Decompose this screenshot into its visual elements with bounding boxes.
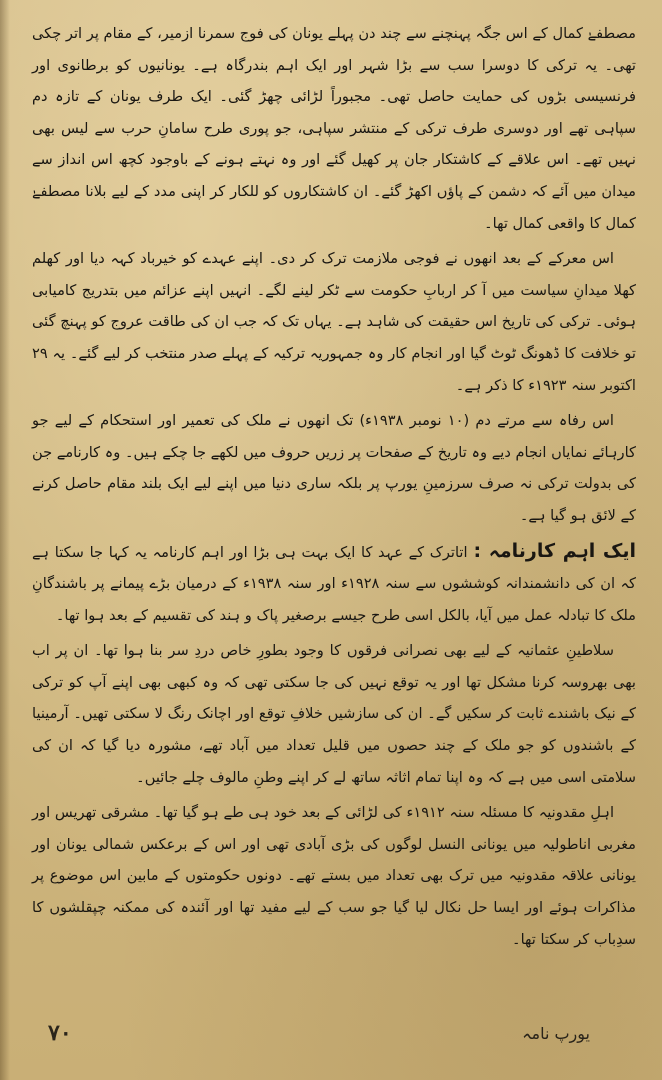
- paragraph: اس رفاہ سے مرتے دم (۱۰ نومبر ۱۹۳۸ء) تک انھوں نے ملک کی تعمیر اور استحکام کے لیے جو کارہائے نمایاں انجام دیے وہ تاریخ کے صفحات پر زریں حروف میں لکھے جا چکے ہیں۔ وہ کارنامے جن کی بدولت ترکی نہ صرف سرزمینِ یورپ پر بلکہ ساری دنیا میں اپنے لیے ایک بلند مقام حاصل کرنے کے لائق ہو گیا ہے۔: [32, 412, 636, 524]
- paragraph-with-heading: ایک اہم کارنامہ :اتاترک کے عہد کا ایک بہت ہی بڑا اور اہم کارنامہ یہ کہا جا سکتا ہے کہ ان کی دانشمندانہ کوششوں سے سنہ ۱۹۲۸ء اور سنہ ۱۹۳۸ء کے درمیان بڑے پیمانے پر باشندگانِ ملک کا تبادلہ عمل میں آیا، بالکل اسی طرح جیسے برصغیر پاک و ہند کی تقسیم کے بعد ہوا تھا۔: [32, 539, 637, 624]
- paragraph: مصطفےٰ کمال کے اس جگہ پہنچنے سے چند دن پہلے یونان کی فوج سمرنا ازمیر، کے مقام پر اتر چکی تھی۔ یہ ترکی کا دوسرا سب سے بڑا شہر اور ایک اہم بندرگاہ ہے۔ یونانیوں کو برطانوی اور فرنسیسی بڑوں کی حمایت حاصل تھی۔ مجبوراً لڑائی چھڑ گئی۔ ایک طرف یونان کے تازہ دم سپاہی تھے اور دوسری طرف ترکی کے منتشر سپاہی، جو پوری طرح سامانِ حرب سے لیس بھی نہیں تھے۔ اس علاقے کے کاشتکار جان پر کھیل گئے اور وہ نہتے ہونے کے باوجود کچھ اس انداز سے میدان میں آئے کہ دشمن کے پاؤں اکھڑ گئے۔ ان کاشتکاروں کو للکار کر اپنی مدد کے لیے بلانا مصطفےٰ کمال کا واقعی کمال تھا۔: [32, 25, 636, 232]
- section-heading: ایک اہم کارنامہ :: [473, 539, 636, 562]
- running-title: یورپ نامہ: [522, 1023, 590, 1043]
- paragraph: اہلِ مقدونیہ کا مسئلہ سنہ ۱۹۱۲ء کی لڑائی کے بعد خود ہی طے ہو گیا تھا۔ مشرقی تھریس اور مغربی اناطولیہ میں یونانی النسل لوگوں کی بڑی آبادی تھی اور اس کے برعکس شمالی یونان اور یونانی علاقہ مقدونیہ میں ترک بھی تعداد میں بستے تھے۔ دونوں حکومتوں کے مابین اس موضوع پر مذاکرات ہوئے اور ایسا حل نکال لیا گیا جو سب کے لیے مفید تھا اور آئندہ کی ممکنہ چپقلشوں کا سدِباب کر سکتا تھا۔: [32, 804, 636, 948]
- page-number: ۷۰: [48, 1020, 72, 1046]
- page-footer: [48, 1020, 590, 1046]
- paragraph: اس معرکے کے بعد انھوں نے فوجی ملازمت ترک کر دی۔ اپنے عہدے کو خیرباد کہہ دیا اور کھلم کھلا میدانِ سیاست میں آ کر اربابِ حکومت سے ٹکر لینے لگے۔ انہیں اپنے عزائم میں بتدریج کامیابی ہوئی۔ ترکی کی تاریخ اس حقیقت کی شاہد ہے۔ یہاں تک کہ جب ان کی طاقت عروج کو پہنچ گئی تو خلافت کا ڈھونگ ٹوٹ گیا اور انجام کار وہ جمہوریہ ترکیہ کے پہلے صدر منتخب کر لیے گئے۔ یہ ۲۹ اکتوبر سنہ ۱۹۲۳ء کا ذکر ہے۔: [32, 250, 636, 394]
- body-text: [32, 18, 636, 955]
- paragraph: سلاطینِ عثمانیہ کے لیے بھی نصرانی فرقوں کا وجود بطورِ خاص دردِ سر بنا ہوا تھا۔ ان پر اب بھی بھروسہ کرنا مشکل تھا اور یہ توقع نہیں کی جا سکتی تھی کہ وہ کبھی بھی اپنے آپ کو ترکی کے نیک باشندے ثابت کر سکیں گے۔ ان کی سازشیں خلافِ توقع اور اچانک رنگ لا سکتی تھیں۔ آرمینیا کے باشندوں کو جو ملک کے چند حصوں میں قلیل تعداد میں آباد تھے، مشورہ دیا گیا کہ ان کی سلامتی اسی میں ہے کہ وہ اپنا تمام اثاثہ ساتھ لے کر اپنے وطنِ مالوف چلے جائیں۔: [32, 642, 636, 786]
